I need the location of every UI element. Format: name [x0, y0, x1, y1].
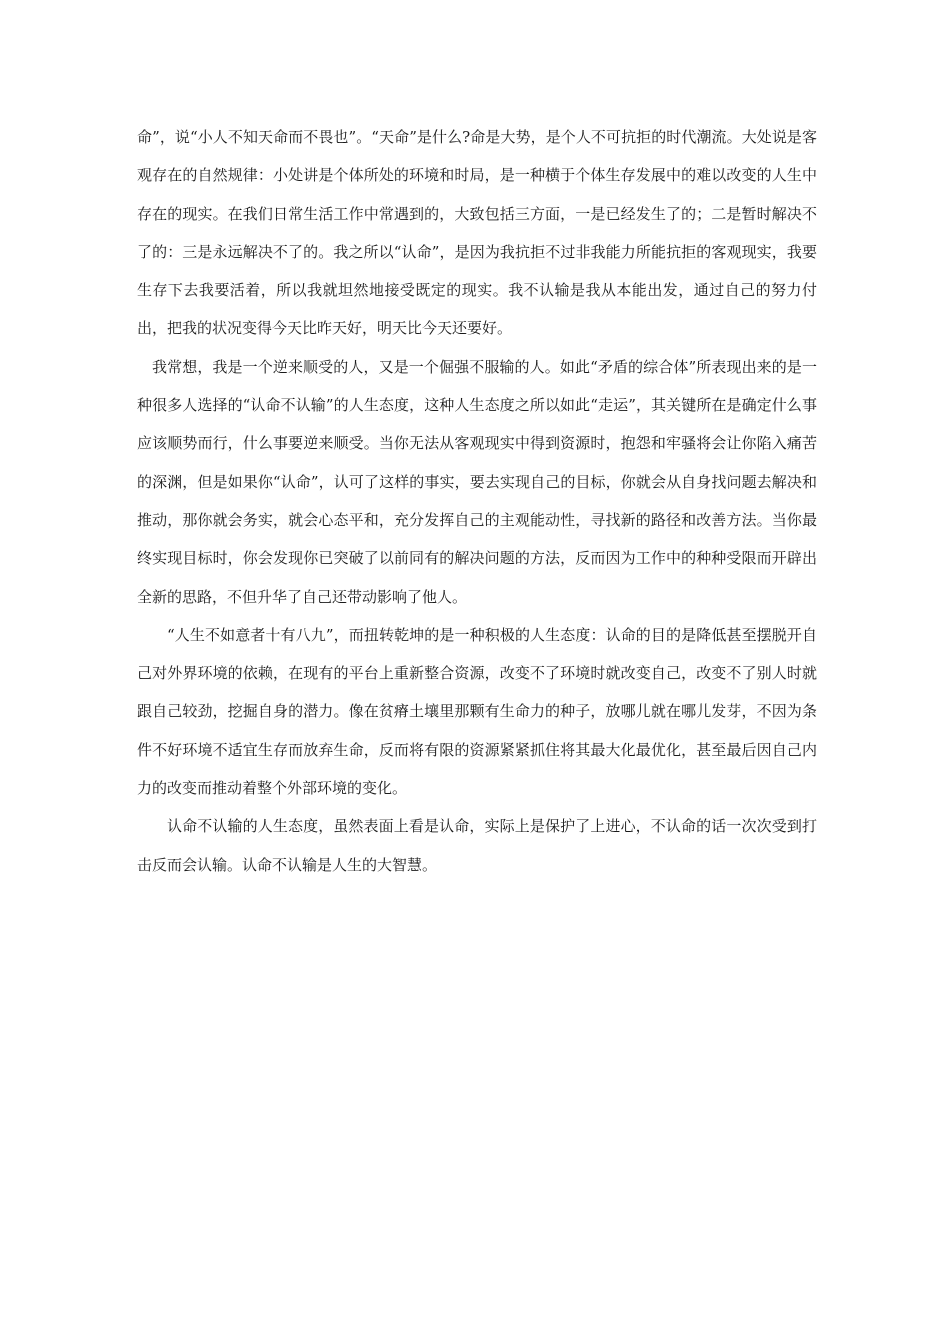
paragraph-4: 认命不认输的人生态度，虽然表面上看是认命，实际上是保护了上进心，不认命的话一次次受到打击反而会认输。认命不认输是人生的大智慧。	[137, 817, 817, 874]
document-body	[137, 118, 817, 884]
paragraph-3: “人生不如意者十有八九”，而扭转乾坤的是一种积极的人生态度：认命的目的是降低甚至摆脱开自己对外界环境的依赖，在现有的平台上重新整合资源，改变不了环境时就改变自己，改变不了别人时就跟自己较劲，挖掘自身的潜力。像在贫瘠土壤里那颗有生命力的种子，放哪儿就在哪儿发芽，不因为条件不好环境不适宜生存而放弃生命，反而将有限的资源紧紧抓住将其最大化最优化，甚至最后因自己内力的改变而推动着整个外部环境的变化。	[137, 625, 817, 798]
paragraph-2: 我常想，我是一个逆来顺受的人，又是一个倔强不服输的人。如此“矛盾的综合体”所表现出来的是一种很多人选择的“认命不认输”的人生态度，这种人生态度之所以如此“走运”，其关键所在是确定什么事应该顺势而行，什么事要逆来顺受。当你无法从客观现实中得到资源时，抱怨和牢骚将会让你陷入痛苦的深渊，但是如果你“认命”，认可了这样的事实，要去实现自己的目标，你就会从自身找问题去解决和推动，那你就会务实，就会心态平和，充分发挥自己的主观能动性，寻找新的路径和改善方法。当你最终实现目标时，你会发现你已突破了以前同有的解决问题的方法，反而因为工作中的种种受限而开辟出全新的思路，不但升华了自己还带动影响了他人。	[137, 357, 817, 606]
paragraph-1: 命”，说“小人不知天命而不畏也”。“天命”是什么?命是大势，是个人不可抗拒的时代潮流。大处说是客观存在的自然规律：小处讲是个体所处的环境和时局，是一种横于个体生存发展中的难以改变的人生中存在的现实。在我们日常生活工作中常遇到的，大致包括三方面，一是已经发生了的；二是暂时解决不了的：三是永远解决不了的。我之所以“认命”，是因为我抗拒不过非我能力所能抗拒的客观现实，我要生存下去我要活着，所以我就坦然地接受既定的现实。我不认输是我从本能出发，通过自己的努力付出，把我的状况变得今天比昨天好，明天比今天还要好。	[137, 128, 817, 338]
